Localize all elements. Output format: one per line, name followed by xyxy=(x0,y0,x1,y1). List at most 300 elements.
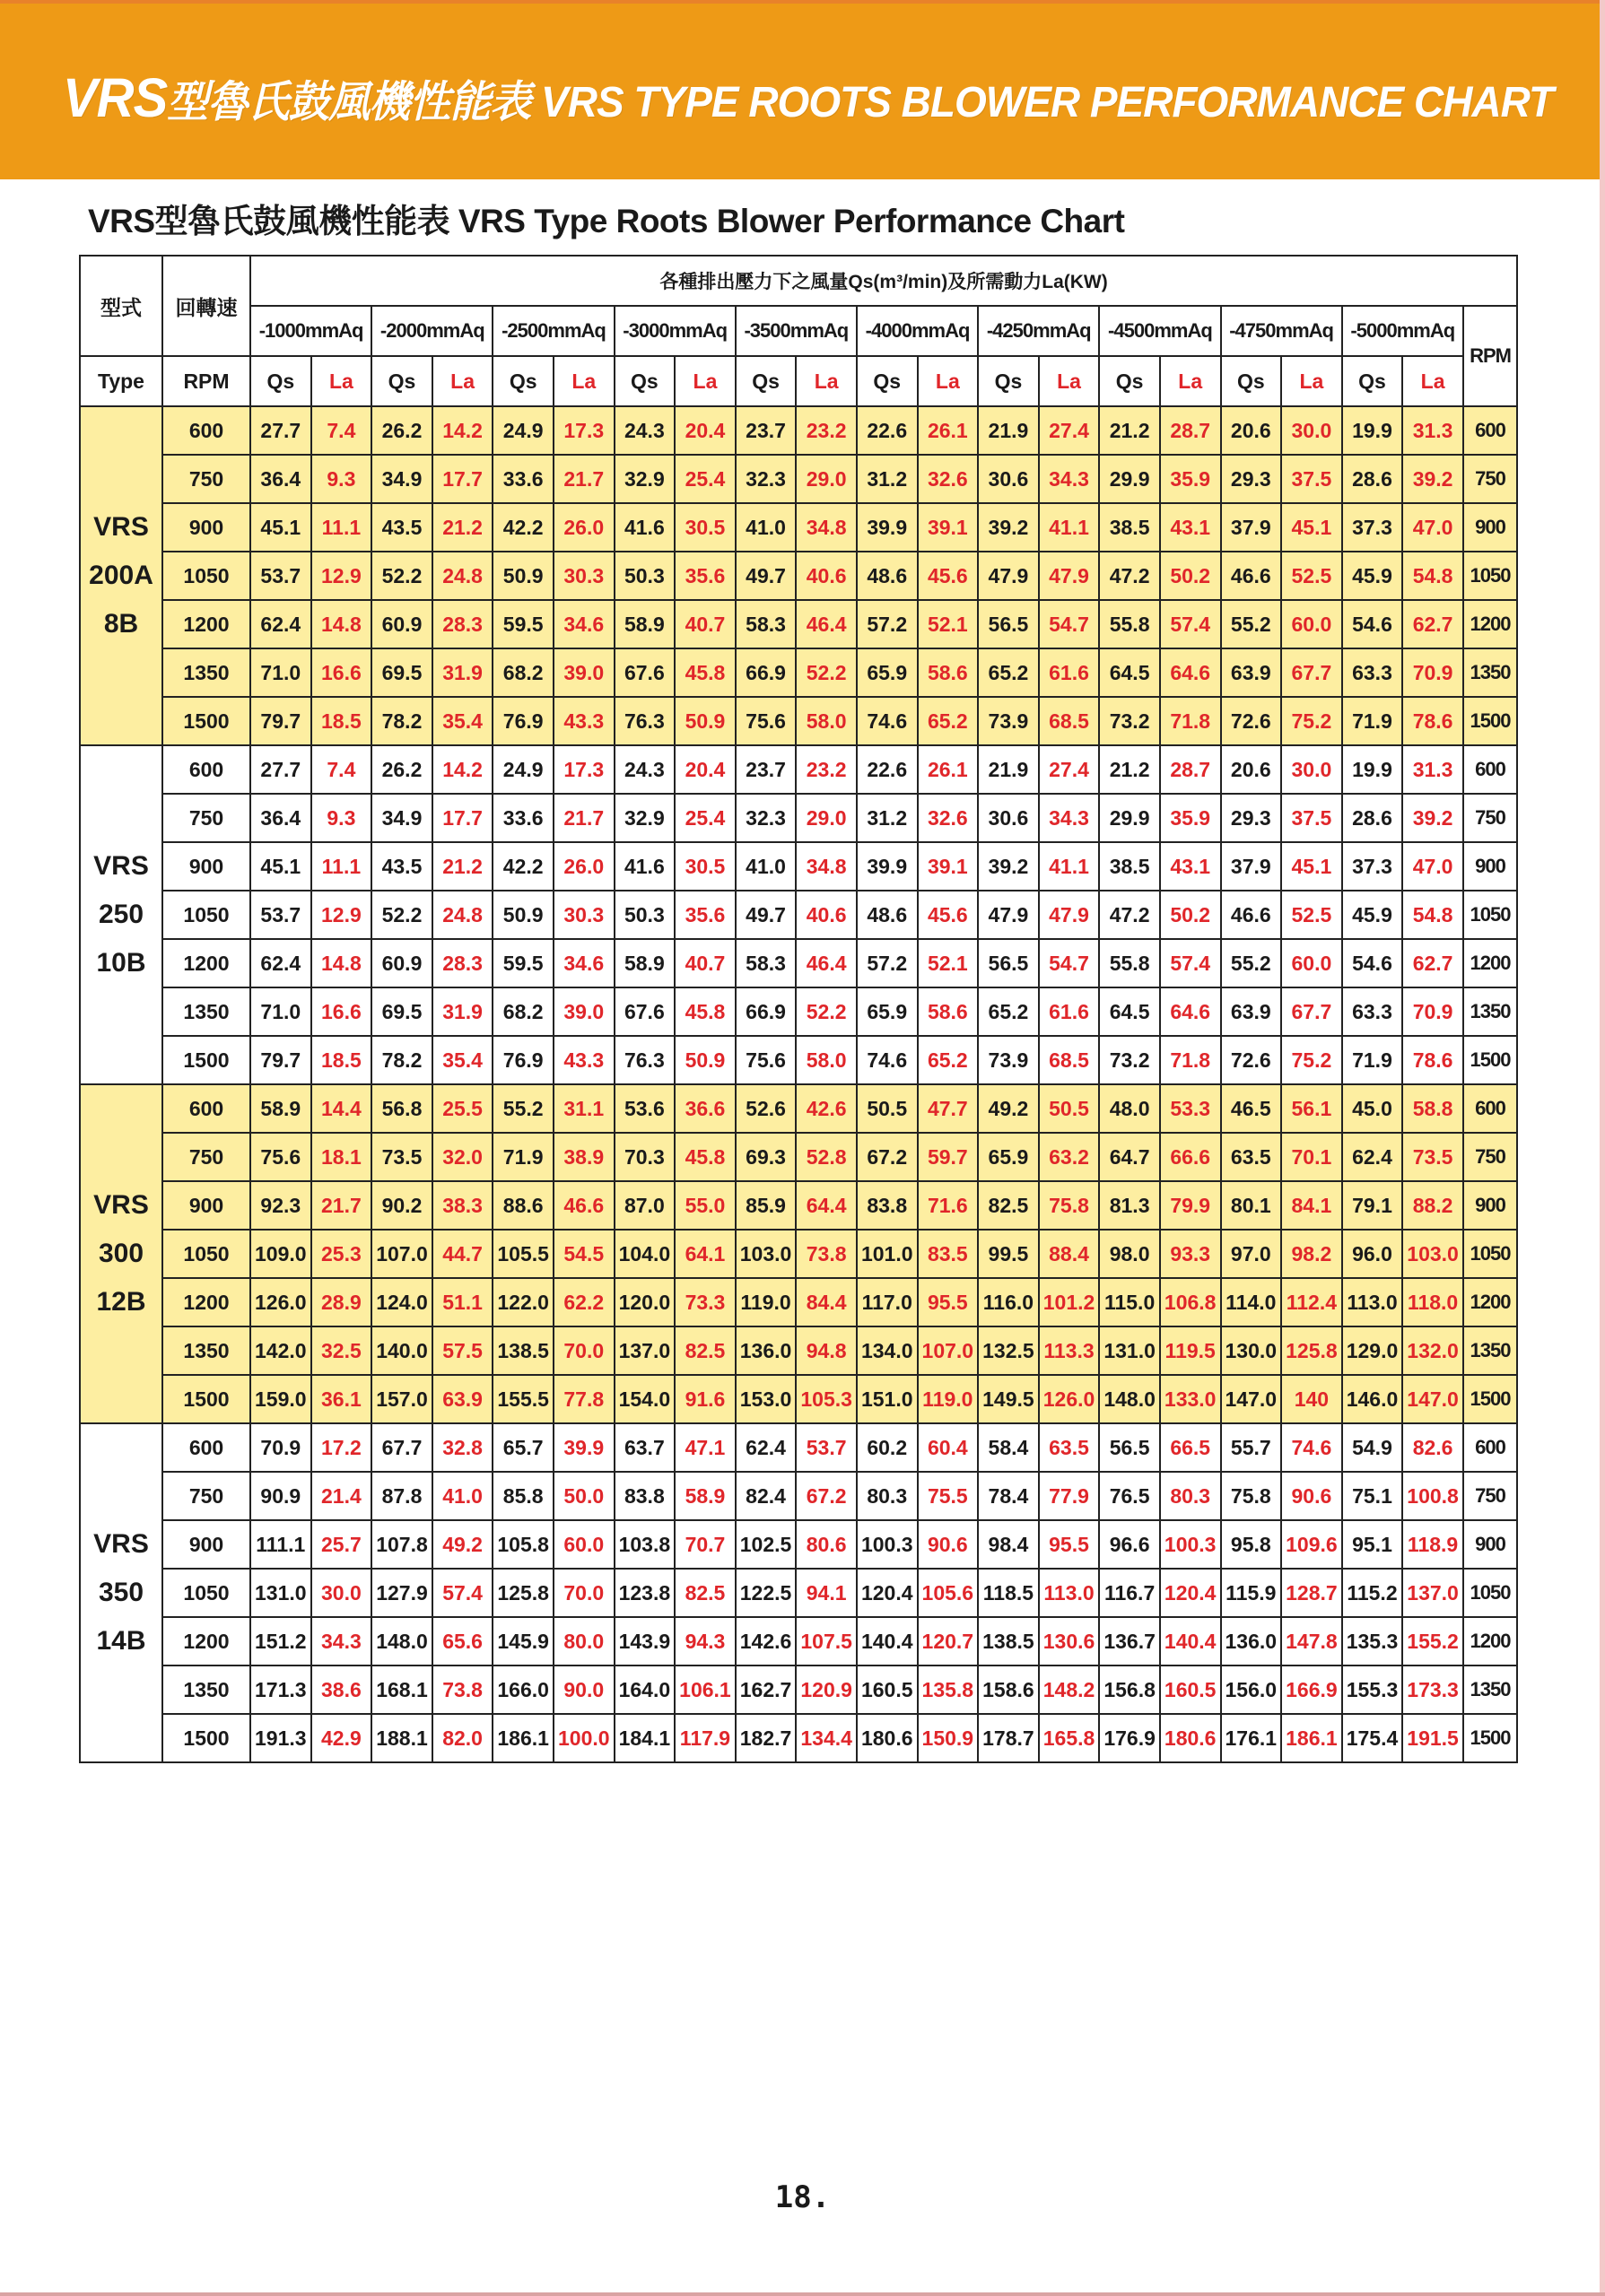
qs-value-cell: 66.9 xyxy=(736,987,797,1036)
la-value-cell: 58.6 xyxy=(918,987,979,1036)
la-value-cell: 94.8 xyxy=(796,1326,857,1375)
la-value-cell: 27.4 xyxy=(1039,406,1100,455)
la-value-cell: 54.7 xyxy=(1039,600,1100,648)
qs-value-cell: 87.0 xyxy=(615,1181,676,1230)
la-subheader: La xyxy=(796,356,857,406)
qs-value-cell: 26.2 xyxy=(371,745,432,794)
la-value-cell: 21.2 xyxy=(432,503,493,552)
qs-value-cell: 70.9 xyxy=(250,1423,311,1472)
qs-value-cell: 73.5 xyxy=(371,1133,432,1181)
qs-value-cell: 76.9 xyxy=(493,1036,554,1084)
qs-value-cell: 90.9 xyxy=(250,1472,311,1520)
la-value-cell: 57.4 xyxy=(432,1569,493,1617)
la-value-cell: 135.8 xyxy=(918,1665,979,1714)
la-value-cell: 25.4 xyxy=(675,455,736,503)
qs-value-cell: 78.4 xyxy=(978,1472,1039,1520)
qs-value-cell: 102.5 xyxy=(736,1520,797,1569)
rpm-cell: 1200 xyxy=(162,939,250,987)
la-value-cell: 60.0 xyxy=(1281,939,1342,987)
la-value-cell: 75.2 xyxy=(1281,1036,1342,1084)
la-value-cell: 62.2 xyxy=(554,1278,615,1326)
la-value-cell: 12.9 xyxy=(311,552,372,600)
la-value-cell: 44.7 xyxy=(432,1230,493,1278)
qs-value-cell: 116.7 xyxy=(1099,1569,1160,1617)
la-value-cell: 113.3 xyxy=(1039,1326,1100,1375)
qs-value-cell: 58.9 xyxy=(250,1084,311,1133)
qs-value-cell: 50.3 xyxy=(615,891,676,939)
table-row xyxy=(80,891,1517,939)
la-value-cell: 26.0 xyxy=(554,842,615,891)
model-name-line: 250 xyxy=(98,900,144,929)
qs-value-cell: 47.9 xyxy=(978,891,1039,939)
qs-value-cell: 72.6 xyxy=(1221,697,1282,745)
la-value-cell: 66.6 xyxy=(1160,1133,1221,1181)
la-value-cell: 47.0 xyxy=(1402,842,1463,891)
la-value-cell: 30.5 xyxy=(675,503,736,552)
la-value-cell: 30.3 xyxy=(554,552,615,600)
la-value-cell: 32.8 xyxy=(432,1423,493,1472)
qs-value-cell: 32.3 xyxy=(736,455,797,503)
qs-value-cell: 138.5 xyxy=(978,1617,1039,1665)
qs-value-cell: 105.5 xyxy=(493,1230,554,1278)
qs-value-cell: 47.9 xyxy=(978,552,1039,600)
la-value-cell: 39.9 xyxy=(554,1423,615,1472)
la-value-cell: 55.0 xyxy=(675,1181,736,1230)
qs-value-cell: 49.7 xyxy=(736,552,797,600)
qs-value-cell: 155.5 xyxy=(493,1375,554,1423)
rpm-cell-right: 600 xyxy=(1463,1423,1517,1472)
la-value-cell: 105.3 xyxy=(796,1375,857,1423)
la-value-cell: 73.8 xyxy=(796,1230,857,1278)
qs-value-cell: 154.0 xyxy=(615,1375,676,1423)
rpm-cell: 1200 xyxy=(162,1617,250,1665)
la-value-cell: 34.6 xyxy=(554,600,615,648)
la-value-cell: 79.9 xyxy=(1160,1181,1221,1230)
qs-value-cell: 180.6 xyxy=(857,1714,918,1762)
qs-value-cell: 65.2 xyxy=(978,987,1039,1036)
la-value-cell: 25.5 xyxy=(432,1084,493,1133)
la-value-cell: 133.0 xyxy=(1160,1375,1221,1423)
qs-value-cell: 71.9 xyxy=(1342,1036,1403,1084)
qs-value-cell: 148.0 xyxy=(1099,1375,1160,1423)
la-value-cell: 46.4 xyxy=(796,600,857,648)
la-value-cell: 17.7 xyxy=(432,794,493,842)
pressure-header: -1000mmAq xyxy=(250,306,371,356)
la-value-cell: 32.5 xyxy=(311,1326,372,1375)
qs-value-cell: 156.0 xyxy=(1221,1665,1282,1714)
la-value-cell: 38.9 xyxy=(554,1133,615,1181)
la-value-cell: 120.4 xyxy=(1160,1569,1221,1617)
la-value-cell: 50.9 xyxy=(675,697,736,745)
qs-value-cell: 109.0 xyxy=(250,1230,311,1278)
qs-value-cell: 90.2 xyxy=(371,1181,432,1230)
la-value-cell: 43.1 xyxy=(1160,842,1221,891)
qs-value-cell: 47.2 xyxy=(1099,552,1160,600)
la-value-cell: 29.0 xyxy=(796,794,857,842)
la-value-cell: 50.0 xyxy=(554,1472,615,1520)
qs-value-cell: 45.1 xyxy=(250,842,311,891)
la-value-cell: 118.0 xyxy=(1402,1278,1463,1326)
la-value-cell: 63.5 xyxy=(1039,1423,1100,1472)
la-value-cell: 18.5 xyxy=(311,1036,372,1084)
la-value-cell: 132.0 xyxy=(1402,1326,1463,1375)
qs-value-cell: 87.8 xyxy=(371,1472,432,1520)
la-value-cell: 45.1 xyxy=(1281,503,1342,552)
la-value-cell: 58.8 xyxy=(1402,1084,1463,1133)
rpm-header-right: RPM xyxy=(1463,306,1517,406)
rpm-cell-right: 1050 xyxy=(1463,891,1517,939)
la-value-cell: 71.6 xyxy=(918,1181,979,1230)
la-value-cell: 62.7 xyxy=(1402,600,1463,648)
qs-value-cell: 37.9 xyxy=(1221,842,1282,891)
banner-title xyxy=(63,66,1553,129)
qs-value-cell: 45.9 xyxy=(1342,891,1403,939)
qs-subheader: Qs xyxy=(1221,356,1282,406)
qs-value-cell: 176.9 xyxy=(1099,1714,1160,1762)
qs-value-cell: 46.5 xyxy=(1221,1084,1282,1133)
la-value-cell: 53.3 xyxy=(1160,1084,1221,1133)
rpm-cell: 900 xyxy=(162,842,250,891)
qs-value-cell: 65.9 xyxy=(857,648,918,697)
la-value-cell: 35.4 xyxy=(432,1036,493,1084)
qs-value-cell: 54.6 xyxy=(1342,939,1403,987)
qs-value-cell: 116.0 xyxy=(978,1278,1039,1326)
la-value-cell: 47.0 xyxy=(1402,503,1463,552)
rpm-cell: 900 xyxy=(162,1520,250,1569)
la-value-cell: 40.7 xyxy=(675,939,736,987)
rpm-cell-right: 1200 xyxy=(1463,1278,1517,1326)
qs-value-cell: 123.8 xyxy=(615,1569,676,1617)
qs-value-cell: 186.1 xyxy=(493,1714,554,1762)
qs-value-cell: 115.9 xyxy=(1221,1569,1282,1617)
qs-value-cell: 103.0 xyxy=(736,1230,797,1278)
la-value-cell: 18.5 xyxy=(311,697,372,745)
la-value-cell: 30.0 xyxy=(311,1569,372,1617)
la-value-cell: 31.3 xyxy=(1402,745,1463,794)
rpm-cell: 1500 xyxy=(162,1375,250,1423)
qs-value-cell: 28.6 xyxy=(1342,794,1403,842)
la-value-cell: 43.1 xyxy=(1160,503,1221,552)
la-value-cell: 30.3 xyxy=(554,891,615,939)
qs-value-cell: 122.5 xyxy=(736,1569,797,1617)
la-value-cell: 77.8 xyxy=(554,1375,615,1423)
qs-value-cell: 60.2 xyxy=(857,1423,918,1472)
la-value-cell: 65.6 xyxy=(432,1617,493,1665)
model-name-line: 10B xyxy=(96,948,146,978)
qs-value-cell: 191.3 xyxy=(250,1714,311,1762)
qs-value-cell: 101.0 xyxy=(857,1230,918,1278)
qs-value-cell: 55.2 xyxy=(493,1084,554,1133)
la-value-cell: 70.7 xyxy=(675,1520,736,1569)
pressure-header: -3500mmAq xyxy=(736,306,857,356)
qs-value-cell: 73.2 xyxy=(1099,697,1160,745)
la-value-cell: 180.6 xyxy=(1160,1714,1221,1762)
qs-value-cell: 96.6 xyxy=(1099,1520,1160,1569)
qs-value-cell: 43.5 xyxy=(371,842,432,891)
la-value-cell: 109.6 xyxy=(1281,1520,1342,1569)
la-value-cell: 14.8 xyxy=(311,939,372,987)
la-value-cell: 101.2 xyxy=(1039,1278,1100,1326)
la-value-cell: 32.6 xyxy=(918,455,979,503)
qs-value-cell: 129.0 xyxy=(1342,1326,1403,1375)
la-value-cell: 67.7 xyxy=(1281,648,1342,697)
qs-value-cell: 115.0 xyxy=(1099,1278,1160,1326)
rpm-cell: 1350 xyxy=(162,987,250,1036)
model-type-cell xyxy=(80,406,162,745)
qs-value-cell: 64.5 xyxy=(1099,648,1160,697)
la-value-cell: 90.6 xyxy=(1281,1472,1342,1520)
qs-value-cell: 58.9 xyxy=(615,600,676,648)
qs-value-cell: 38.5 xyxy=(1099,503,1160,552)
qs-value-cell: 160.5 xyxy=(857,1665,918,1714)
la-subheader: La xyxy=(554,356,615,406)
qs-value-cell: 146.0 xyxy=(1342,1375,1403,1423)
performance-table xyxy=(79,255,1518,1763)
la-value-cell: 128.7 xyxy=(1281,1569,1342,1617)
la-value-cell: 126.0 xyxy=(1039,1375,1100,1423)
qs-value-cell: 38.5 xyxy=(1099,842,1160,891)
la-value-cell: 46.4 xyxy=(796,939,857,987)
qs-value-cell: 50.9 xyxy=(493,891,554,939)
qs-value-cell: 184.1 xyxy=(615,1714,676,1762)
la-value-cell: 35.6 xyxy=(675,552,736,600)
la-value-cell: 58.9 xyxy=(675,1472,736,1520)
qs-value-cell: 52.2 xyxy=(371,552,432,600)
la-value-cell: 66.5 xyxy=(1160,1423,1221,1472)
la-value-cell: 28.9 xyxy=(311,1278,372,1326)
qs-value-cell: 69.3 xyxy=(736,1133,797,1181)
pressure-header: -5000mmAq xyxy=(1342,306,1463,356)
la-value-cell: 54.8 xyxy=(1402,552,1463,600)
la-value-cell: 80.0 xyxy=(554,1617,615,1665)
la-subheader: La xyxy=(675,356,736,406)
qs-value-cell: 41.0 xyxy=(736,503,797,552)
table-row xyxy=(80,1375,1517,1423)
qs-value-cell: 156.8 xyxy=(1099,1665,1160,1714)
qs-value-cell: 36.4 xyxy=(250,455,311,503)
qs-value-cell: 59.5 xyxy=(493,600,554,648)
model-name-line: 300 xyxy=(98,1239,144,1268)
qs-value-cell: 23.7 xyxy=(736,406,797,455)
table-row xyxy=(80,794,1517,842)
table-row xyxy=(80,648,1517,697)
la-value-cell: 47.7 xyxy=(918,1084,979,1133)
model-name-line: VRS xyxy=(93,1529,149,1559)
qs-value-cell: 31.2 xyxy=(857,455,918,503)
qs-value-cell: 125.8 xyxy=(493,1569,554,1617)
qs-value-cell: 71.9 xyxy=(493,1133,554,1181)
la-value-cell: 60.0 xyxy=(554,1520,615,1569)
la-value-cell: 107.5 xyxy=(796,1617,857,1665)
la-value-cell: 25.7 xyxy=(311,1520,372,1569)
la-value-cell: 160.5 xyxy=(1160,1665,1221,1714)
rpm-cell-right: 1200 xyxy=(1463,600,1517,648)
qs-value-cell: 131.0 xyxy=(250,1569,311,1617)
la-value-cell: 16.6 xyxy=(311,987,372,1036)
table-row xyxy=(80,1036,1517,1084)
qs-value-cell: 55.7 xyxy=(1221,1423,1282,1472)
rpm-cell: 750 xyxy=(162,1472,250,1520)
la-value-cell: 58.0 xyxy=(796,1036,857,1084)
la-value-cell: 107.0 xyxy=(918,1326,979,1375)
table-row xyxy=(80,842,1517,891)
qs-value-cell: 37.9 xyxy=(1221,503,1282,552)
qs-value-cell: 33.6 xyxy=(493,455,554,503)
la-value-cell: 67.7 xyxy=(1281,987,1342,1036)
la-value-cell: 26.1 xyxy=(918,406,979,455)
qs-value-cell: 120.4 xyxy=(857,1569,918,1617)
la-value-cell: 52.8 xyxy=(796,1133,857,1181)
rpm-cell: 1050 xyxy=(162,552,250,600)
qs-value-cell: 117.0 xyxy=(857,1278,918,1326)
qs-value-cell: 63.3 xyxy=(1342,987,1403,1036)
la-value-cell: 58.0 xyxy=(796,697,857,745)
la-value-cell: 50.2 xyxy=(1160,552,1221,600)
header-banner xyxy=(0,0,1600,179)
qs-value-cell: 83.8 xyxy=(857,1181,918,1230)
la-value-cell: 57.4 xyxy=(1160,600,1221,648)
qs-value-cell: 149.5 xyxy=(978,1375,1039,1423)
la-value-cell: 84.4 xyxy=(796,1278,857,1326)
la-value-cell: 52.1 xyxy=(918,600,979,648)
model-type-cell xyxy=(80,1423,162,1762)
la-value-cell: 14.8 xyxy=(311,600,372,648)
la-value-cell: 9.3 xyxy=(311,455,372,503)
qs-value-cell: 63.5 xyxy=(1221,1133,1282,1181)
qs-value-cell: 75.6 xyxy=(250,1133,311,1181)
qs-value-cell: 29.3 xyxy=(1221,455,1282,503)
la-value-cell: 26.1 xyxy=(918,745,979,794)
qs-value-cell: 73.9 xyxy=(978,697,1039,745)
rpm-cell: 750 xyxy=(162,794,250,842)
qs-value-cell: 33.6 xyxy=(493,794,554,842)
rpm-cell: 750 xyxy=(162,455,250,503)
la-value-cell: 63.9 xyxy=(432,1375,493,1423)
qs-value-cell: 58.3 xyxy=(736,939,797,987)
qs-value-cell: 48.6 xyxy=(857,891,918,939)
qs-value-cell: 143.9 xyxy=(615,1617,676,1665)
qs-value-cell: 75.6 xyxy=(736,697,797,745)
qs-value-cell: 158.6 xyxy=(978,1665,1039,1714)
qs-value-cell: 65.9 xyxy=(978,1133,1039,1181)
la-subheader: La xyxy=(432,356,493,406)
qs-value-cell: 45.9 xyxy=(1342,552,1403,600)
la-value-cell: 17.3 xyxy=(554,745,615,794)
qs-value-cell: 58.4 xyxy=(978,1423,1039,1472)
la-value-cell: 17.3 xyxy=(554,406,615,455)
la-value-cell: 39.2 xyxy=(1402,794,1463,842)
qs-value-cell: 45.1 xyxy=(250,503,311,552)
la-value-cell: 100.0 xyxy=(554,1714,615,1762)
la-value-cell: 50.9 xyxy=(675,1036,736,1084)
qs-value-cell: 43.5 xyxy=(371,503,432,552)
la-value-cell: 68.5 xyxy=(1039,1036,1100,1084)
qs-value-cell: 32.9 xyxy=(615,794,676,842)
qs-value-cell: 107.0 xyxy=(371,1230,432,1278)
qs-value-cell: 34.9 xyxy=(371,794,432,842)
la-value-cell: 120.7 xyxy=(918,1617,979,1665)
la-value-cell: 7.4 xyxy=(311,745,372,794)
qs-value-cell: 62.4 xyxy=(250,600,311,648)
la-value-cell: 35.9 xyxy=(1160,455,1221,503)
la-value-cell: 71.8 xyxy=(1160,1036,1221,1084)
rpm-cell-right: 1500 xyxy=(1463,1036,1517,1084)
la-value-cell: 75.8 xyxy=(1039,1181,1100,1230)
la-value-cell: 41.1 xyxy=(1039,842,1100,891)
qs-value-cell: 39.2 xyxy=(978,503,1039,552)
qs-value-cell: 76.3 xyxy=(615,1036,676,1084)
la-value-cell: 191.5 xyxy=(1402,1714,1463,1762)
qs-value-cell: 21.2 xyxy=(1099,745,1160,794)
la-value-cell: 12.9 xyxy=(311,891,372,939)
la-value-cell: 58.6 xyxy=(918,648,979,697)
la-value-cell: 45.1 xyxy=(1281,842,1342,891)
la-value-cell: 28.7 xyxy=(1160,406,1221,455)
qs-value-cell: 30.6 xyxy=(978,794,1039,842)
la-value-cell: 70.1 xyxy=(1281,1133,1342,1181)
banner-title-text: 型魯氏鼓風機性能表 VRS TYPE ROOTS BLOWER PERFORMANCE CHART xyxy=(167,76,1554,126)
qs-value-cell: 92.3 xyxy=(250,1181,311,1230)
la-value-cell: 24.8 xyxy=(432,552,493,600)
qs-value-cell: 71.0 xyxy=(250,987,311,1036)
qs-value-cell: 64.7 xyxy=(1099,1133,1160,1181)
type-header-en: Type xyxy=(80,356,162,406)
la-subheader: La xyxy=(1039,356,1100,406)
qs-value-cell: 147.0 xyxy=(1221,1375,1282,1423)
la-value-cell: 100.3 xyxy=(1160,1520,1221,1569)
qs-value-cell: 54.9 xyxy=(1342,1423,1403,1472)
qs-value-cell: 21.9 xyxy=(978,406,1039,455)
la-value-cell: 47.1 xyxy=(675,1423,736,1472)
qs-value-cell: 76.5 xyxy=(1099,1472,1160,1520)
la-value-cell: 26.0 xyxy=(554,503,615,552)
rpm-header-en: RPM xyxy=(162,356,250,406)
qs-value-cell: 142.0 xyxy=(250,1326,311,1375)
rpm-cell: 1350 xyxy=(162,1326,250,1375)
qs-value-cell: 115.2 xyxy=(1342,1569,1403,1617)
qs-value-cell: 71.9 xyxy=(1342,697,1403,745)
qs-value-cell: 175.4 xyxy=(1342,1714,1403,1762)
rpm-cell-right: 750 xyxy=(1463,794,1517,842)
qs-value-cell: 136.0 xyxy=(736,1326,797,1375)
rpm-cell-right: 750 xyxy=(1463,455,1517,503)
la-value-cell: 93.3 xyxy=(1160,1230,1221,1278)
la-value-cell: 80.3 xyxy=(1160,1472,1221,1520)
qs-value-cell: 79.7 xyxy=(250,1036,311,1084)
table-row xyxy=(80,406,1517,455)
qs-value-cell: 57.2 xyxy=(857,600,918,648)
la-value-cell: 61.6 xyxy=(1039,648,1100,697)
la-value-cell: 61.6 xyxy=(1039,987,1100,1036)
qs-value-cell: 31.2 xyxy=(857,794,918,842)
qs-value-cell: 76.3 xyxy=(615,697,676,745)
la-value-cell: 82.6 xyxy=(1402,1423,1463,1472)
qs-value-cell: 63.9 xyxy=(1221,648,1282,697)
la-value-cell: 24.8 xyxy=(432,891,493,939)
la-subheader: La xyxy=(1160,356,1221,406)
la-value-cell: 34.6 xyxy=(554,939,615,987)
qs-value-cell: 137.0 xyxy=(615,1326,676,1375)
qs-value-cell: 95.8 xyxy=(1221,1520,1282,1569)
qs-value-cell: 20.6 xyxy=(1221,406,1282,455)
qs-value-cell: 138.5 xyxy=(493,1326,554,1375)
qs-value-cell: 95.1 xyxy=(1342,1520,1403,1569)
la-value-cell: 75.2 xyxy=(1281,697,1342,745)
model-type-cell xyxy=(80,1084,162,1423)
page-bottom-edge xyxy=(0,2292,1605,2296)
qs-value-cell: 67.6 xyxy=(615,987,676,1036)
qs-value-cell: 37.3 xyxy=(1342,842,1403,891)
